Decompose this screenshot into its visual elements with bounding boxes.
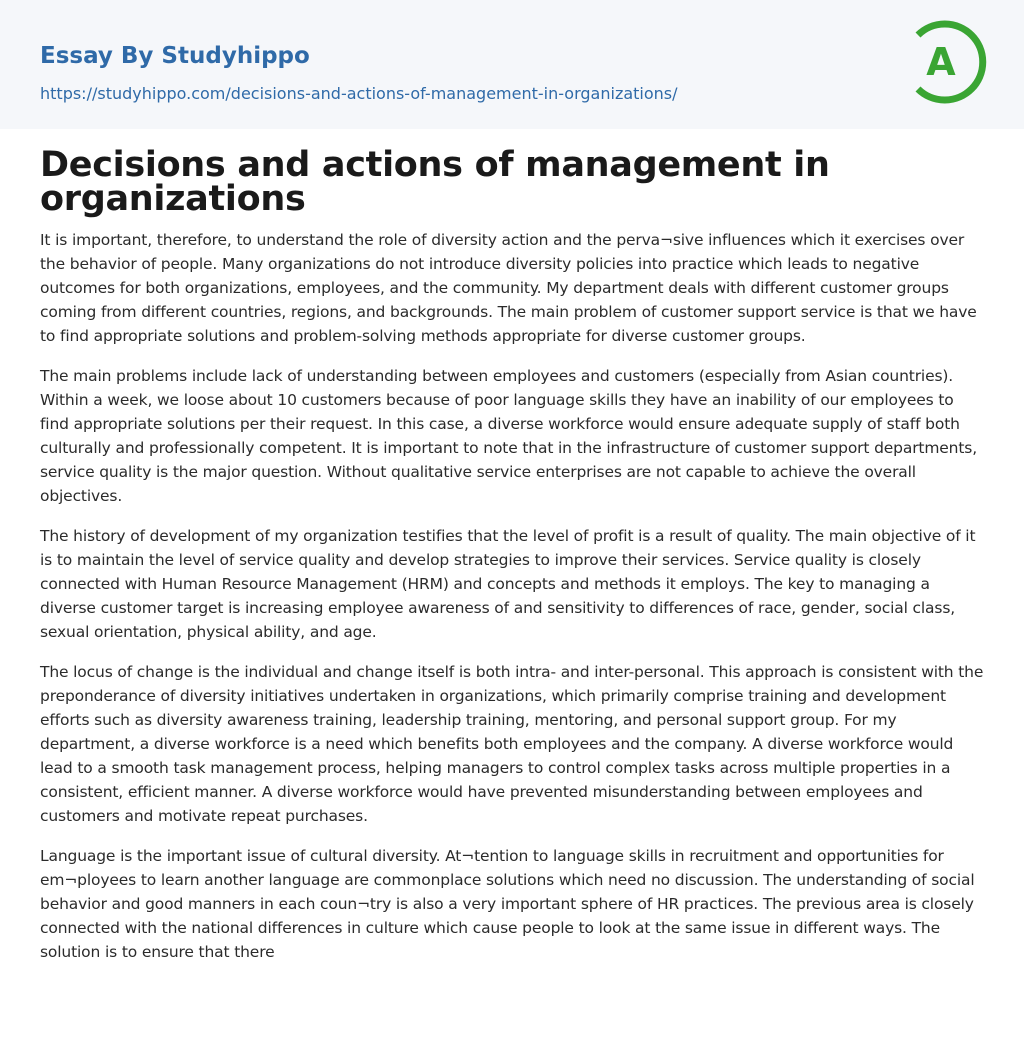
article-paragraph: It is important, therefore, to understand the role of diversity action and the perva¬sive influences which it exercises over the behavior of people. Many organizations do not introduce diversity policies into practice which leads to negative outcomes for both organizations, employees, and the community. My department deals with different customer groups coming from different countries, regions, and backgrounds. The main problem of customer support service is that we have to find appropriate solutions and problem-solving methods appropriate for diverse customer groups. — [40, 231, 977, 345]
site-name: Essay By Studyhippo — [40, 43, 310, 69]
logo-letter: A — [926, 40, 956, 84]
article-paragraph: The main problems include lack of understanding between employees and customers (especially from Asian countries). Within a week, we loose about 10 customers because of poor language skills they have an inability of our employees to find appropriate solutions per their request. In this case, a diverse workforce would ensure adequate supply of staff both culturally and professionally competent. It is important to note that in the infrastructure of customer support departments, service quality is the major question. Without qualitative service enterprises are not capable to achieve the overall objectives. — [40, 367, 977, 505]
source-url-link[interactable]: https://studyhippo.com/decisions-and-actions-of-management-in-organizations/ — [40, 84, 678, 103]
article — [40, 145, 986, 980]
studyhippo-logo-icon — [910, 18, 988, 106]
article-paragraph: The history of development of my organization testifies that the level of profit is a result of quality. The main objective of it is to maintain the level of service quality and develop strategies to improve their services. Service quality is closely connected with Human Resource Management (HRM) and concepts and methods it employs. The key to managing a diverse customer target is increasing employee awareness of and sensitivity to differences of race, gender, social class, sexual orientation, physical ability, and age. — [40, 527, 976, 641]
article-paragraph: Language is the important issue of cultural diversity. At¬tention to language skills in recruitment and opportunities for em¬ployees to learn another language are commonplace solutions which need no discussion. The understanding of social behavior and good manners in each coun¬try is also a very important sphere of HR practices. The previous area is closely connected with the national differences in culture which cause people to look at the same issue in different ways. The solution is to ensure that there — [40, 847, 975, 961]
article-paragraph: The locus of change is the individual and change itself is both intra- and inter-personal. This approach is consistent with the preponderance of diversity initiatives undertaken in organizations, which primarily comprise training and development efforts such as diversity awareness training, leadership training, mentoring, and personal support group. For my department, a diverse workforce is a need which benefits both employees and the company. A diverse workforce would lead to a smooth task management process, helping managers to control complex tasks across multiple properties in a consistent, efficient manner. A diverse workforce would have prevented misunderstanding between employees and customers and motivate repeat purchases. — [40, 663, 984, 825]
site-header — [0, 0, 1024, 129]
article-title: Decisions and actions of management in organizations — [40, 145, 830, 219]
